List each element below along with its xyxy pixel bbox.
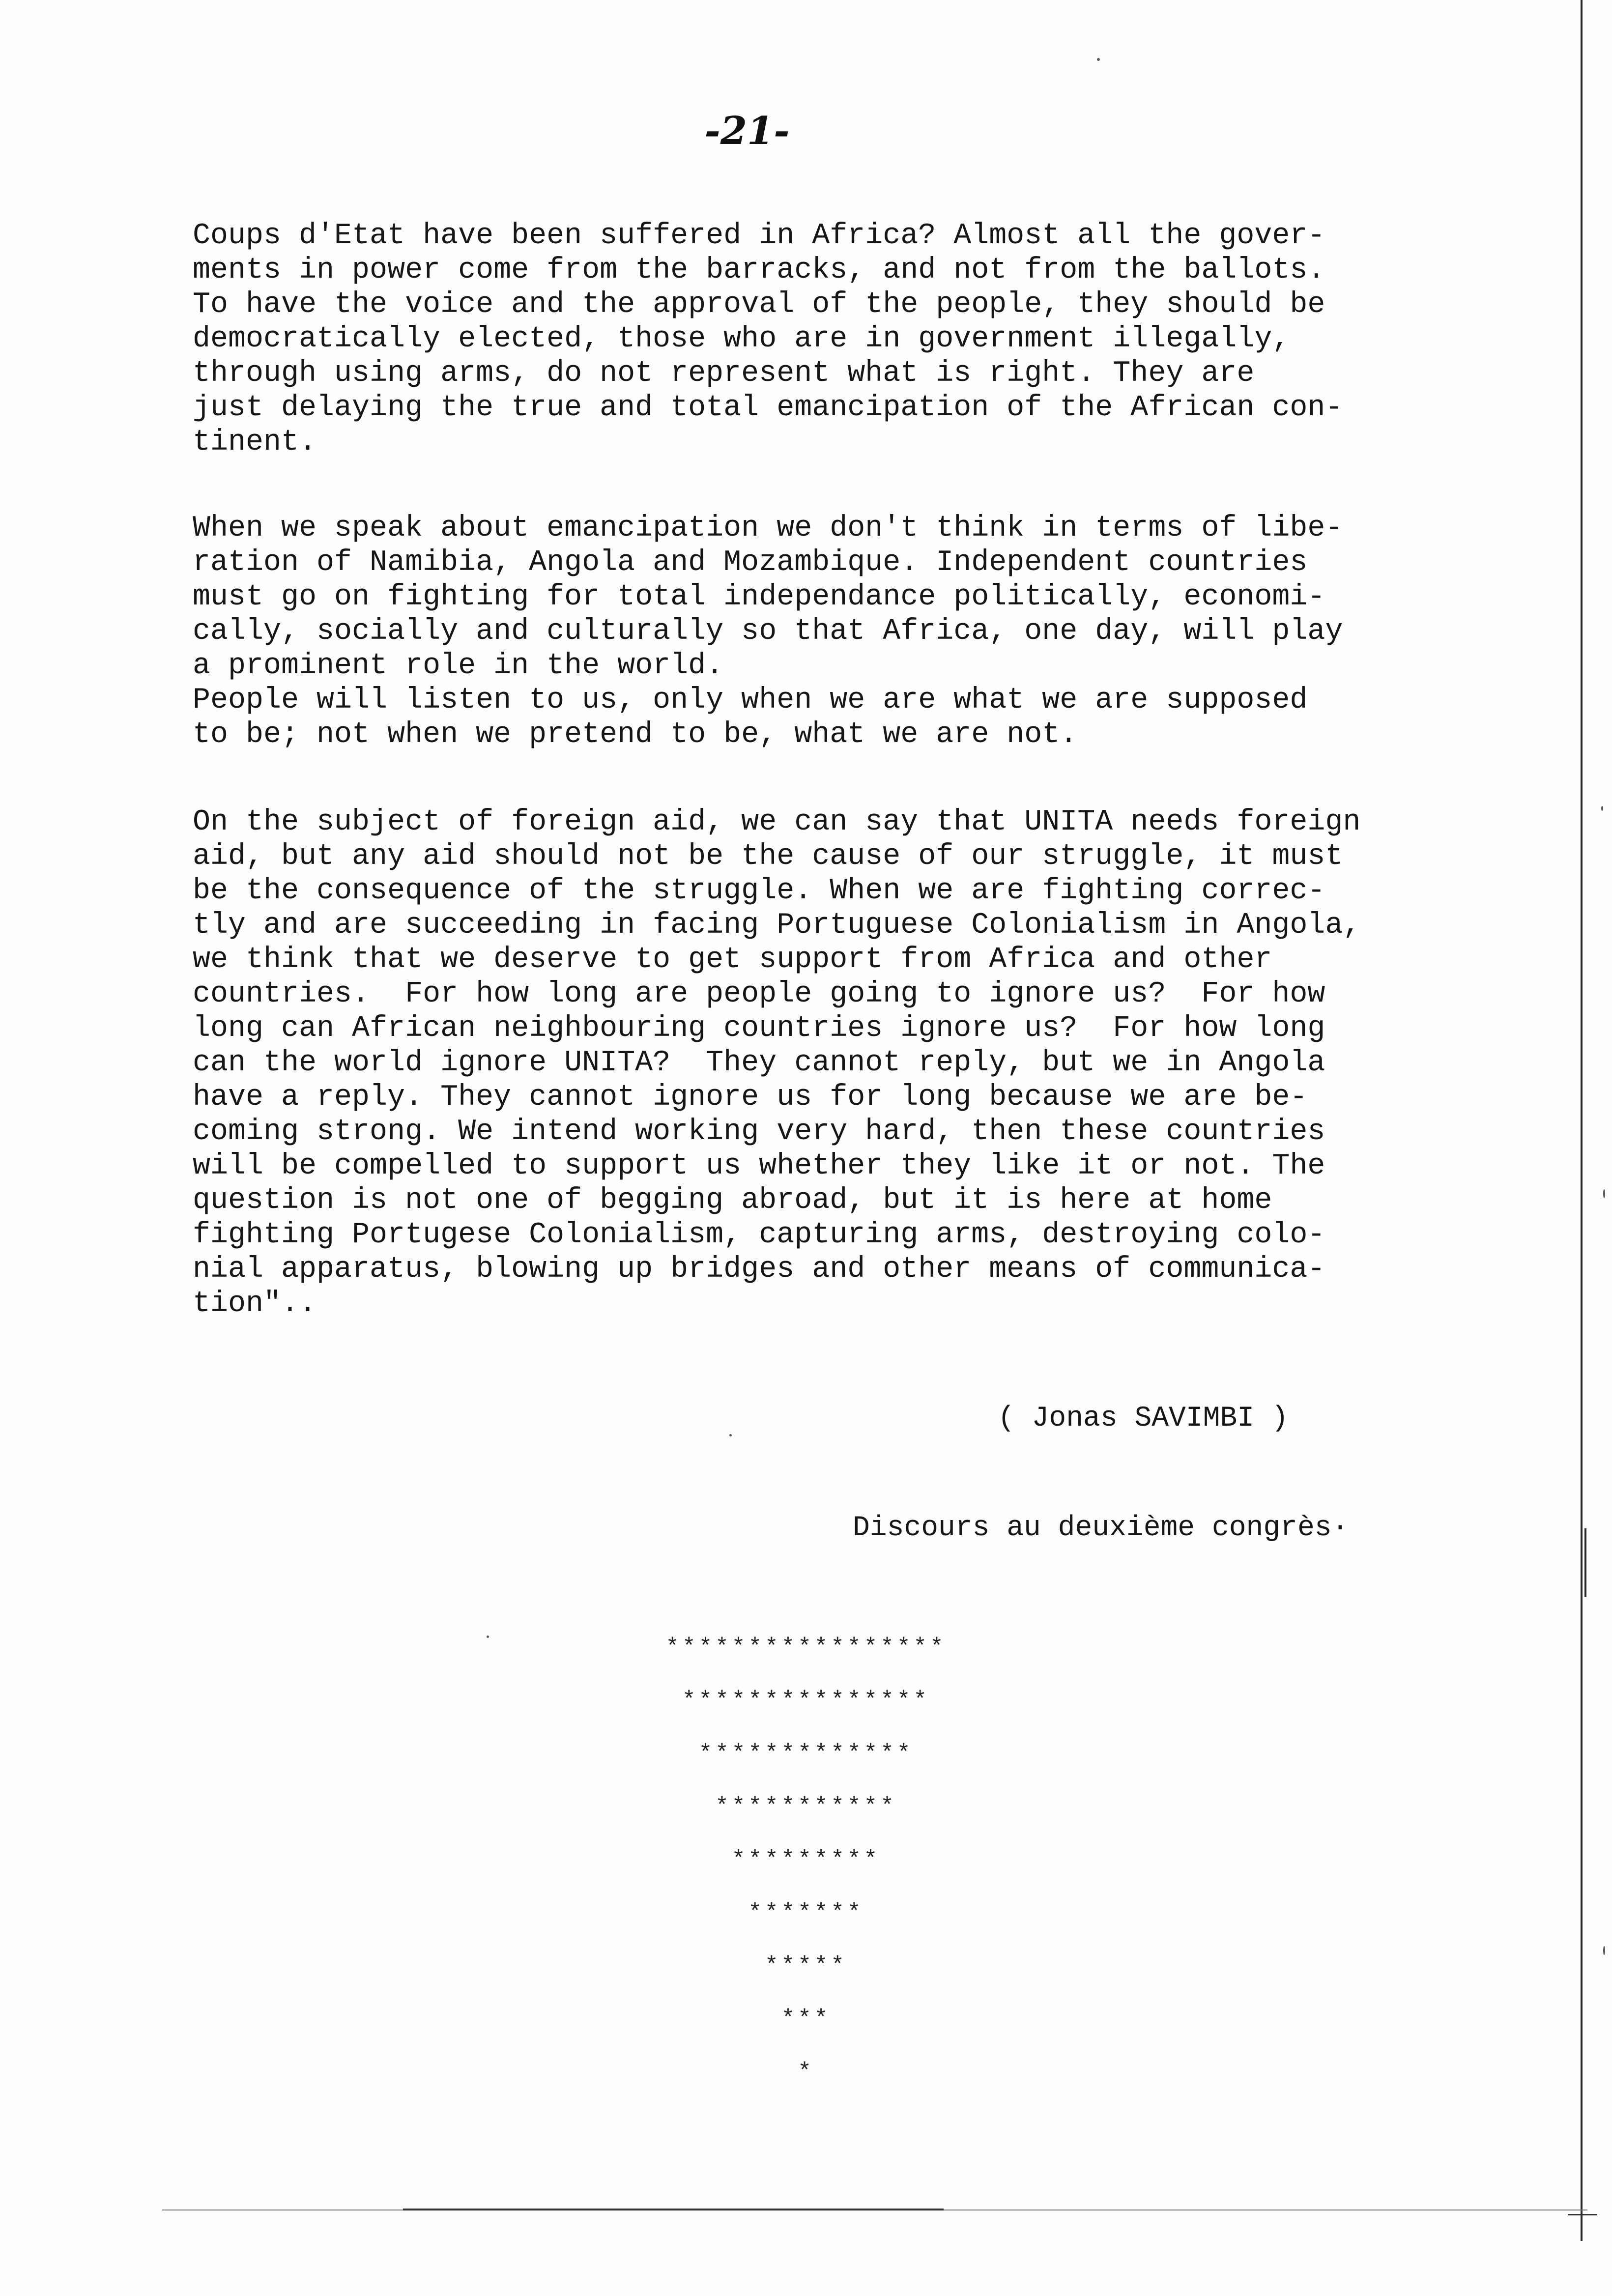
page-number: -21- [704,109,790,153]
scan-speck [487,1636,489,1638]
text-line: ration of Namibia, Angola and Mozambique. Independent countries [193,546,1308,579]
star-row: *************** [682,1688,930,1713]
scan-speck [1097,58,1100,61]
star-triangle [511,1621,1101,2098]
scan-speck [729,1434,732,1436]
text-line: tinent. [193,426,317,459]
paragraph-1 [193,219,1510,459]
author-signature: ( Jonas SAVIMBI ) [998,1403,1289,1435]
text-line: question is not one of begging abroad, but it is here at home [193,1184,1272,1217]
text-line: must go on fighting for total independance politically, economi- [193,580,1325,614]
text-line: On the subject of foreign aid, we can say that UNITA needs foreign [193,805,1361,839]
star-row: * [798,2059,814,2085]
scan-speck [1601,806,1603,811]
text-line: When we speak about emancipation we don't think in terms of libe- [193,512,1343,545]
star-row: ************* [698,1741,914,1766]
corner-mark [1568,2214,1597,2215]
text-line: through using arms, do not represent what is right. They are [193,357,1255,390]
star-row: ******* [748,1900,864,1925]
margin-mark [1584,1528,1586,1597]
text-line: to be; not when we pretend to be, what we are not. [193,718,1078,751]
text-line: ments in power come from the barracks, and not from the ballots. [193,254,1325,287]
text-line: democratically elected, those who are in government illegally, [193,322,1290,356]
paragraph-3 [193,805,1510,1321]
text-line: cally, socially and culturally so that Africa, one day, will play [193,615,1343,648]
text-line: tion".. [193,1287,317,1320]
text-line: can the world ignore UNITA? They cannot reply, but we in Angola [193,1046,1325,1080]
scan-speck [1603,1189,1605,1198]
text-line: we think that we deserve to get support from Africa and other [193,943,1272,976]
star-row: ***** [764,1953,848,1979]
text-line: just delaying the true and total emancipation of the African con- [193,391,1343,425]
speech-source: Discours au deuxième congrès· [853,1512,1349,1544]
star-row: ***************** [665,1635,947,1660]
bottom-rule-dark [403,2209,944,2210]
star-row: *********** [715,1794,897,1819]
text-line: nial apparatus, blowing up bridges and other means of communica- [193,1253,1325,1286]
text-line: long can African neighbouring countries ignore us? For how long [193,1012,1325,1045]
star-row: *** [781,2006,831,2032]
text-line: countries. For how long are people going to ignore us? For how [193,977,1325,1011]
text-line: Coups d'Etat have been suffered in Africa? Almost all the gover- [193,219,1325,253]
text-line: fighting Portugese Colonialism, capturing arms, destroying colo- [193,1218,1325,1252]
scan-speck [1603,1946,1605,1955]
text-line: To have the voice and the approval of the people, they should be [193,288,1325,321]
star-row: ********* [731,1847,881,1872]
text-line: have a reply. They cannot ignore us for long because we are be- [193,1081,1308,1114]
text-line: tly and are succeeding in facing Portuguese Colonialism in Angola, [193,909,1361,942]
paragraph-2 [193,511,1510,752]
text-line: coming strong. We intend working very hard, then these countries [193,1115,1325,1148]
text-line: be the consequence of the struggle. When we are fighting correc- [193,874,1325,908]
text-line: People will listen to us, only when we are what we are supposed [193,684,1308,717]
text-line: a prominent role in the world. [193,649,724,683]
text-line: will be compelled to support us whether they like it or not. The [193,1149,1325,1183]
text-line: aid, but any aid should not be the cause of our struggle, it must [193,840,1343,873]
right-margin-rule [1581,0,1583,2241]
